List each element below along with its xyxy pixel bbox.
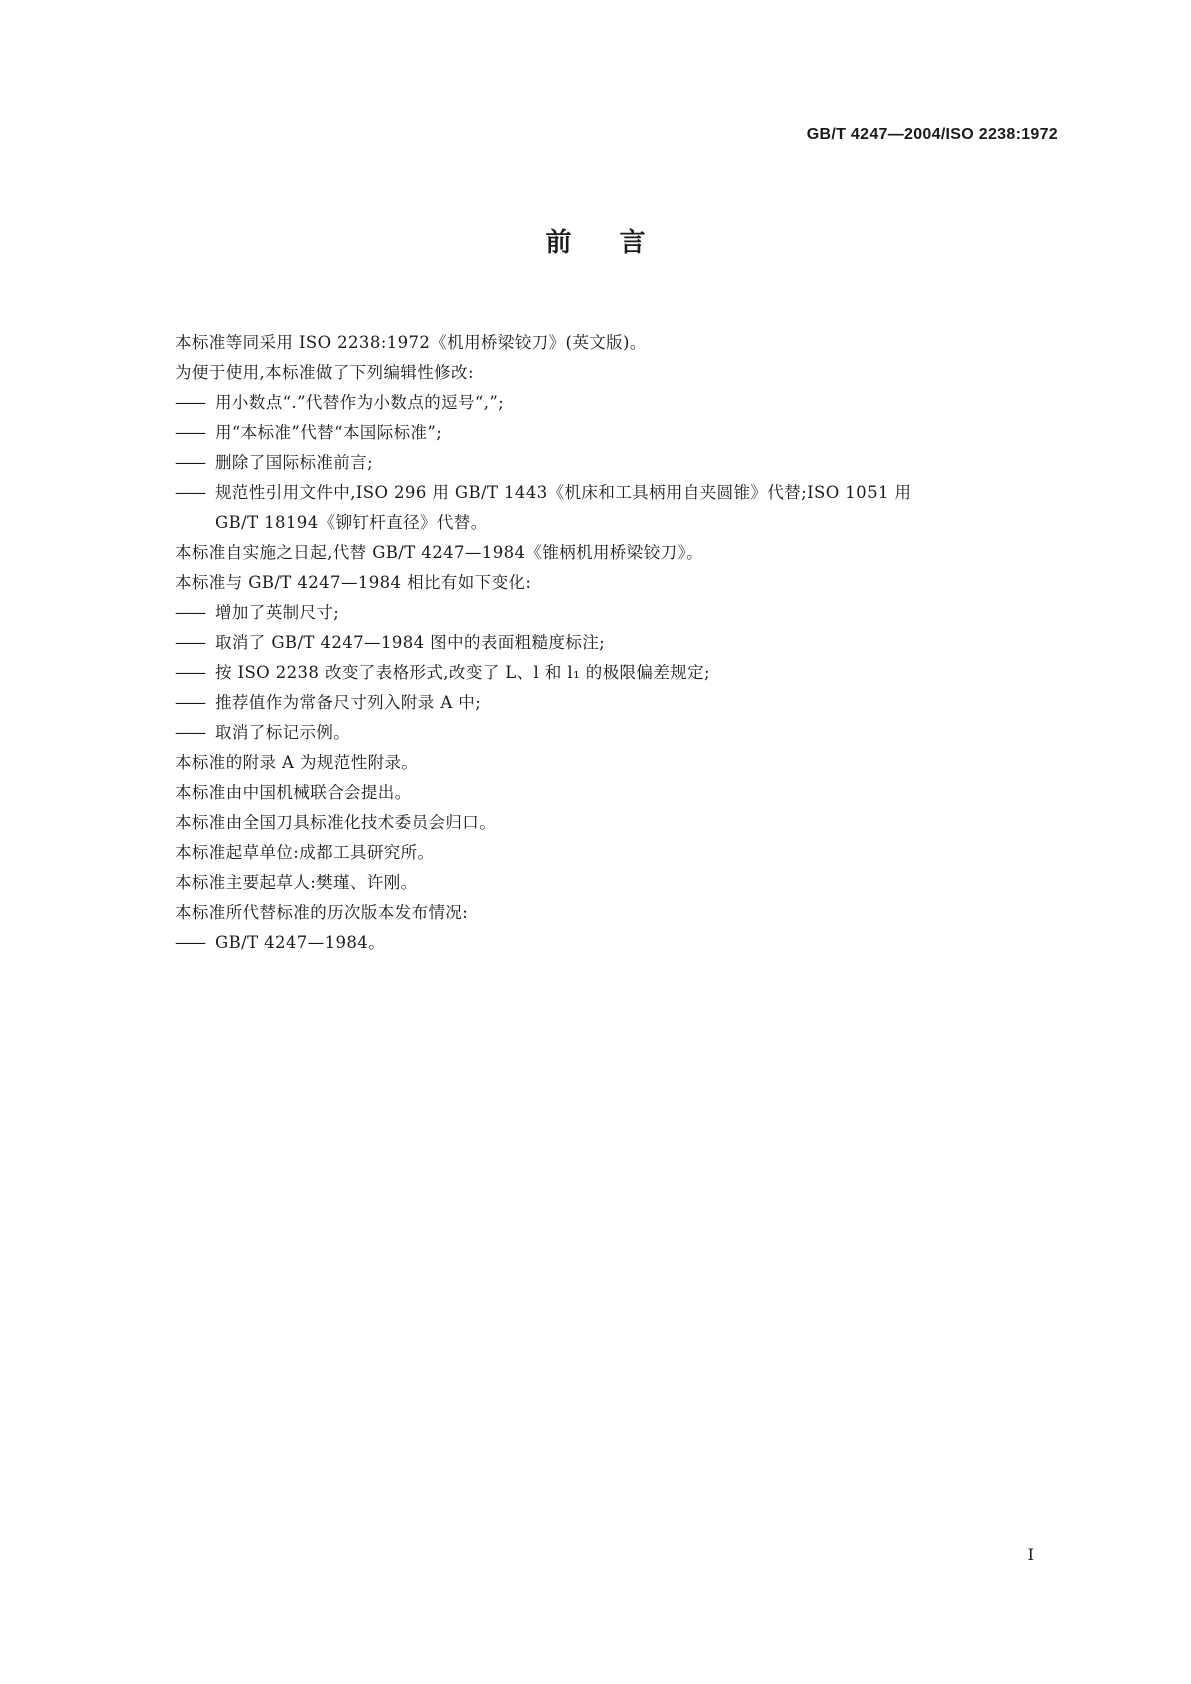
list-dash: —— xyxy=(175,393,204,412)
list-item xyxy=(175,688,1055,718)
list-item xyxy=(175,928,1055,958)
list-item-text: 删除了国际标准前言; xyxy=(215,453,374,472)
list-item xyxy=(175,418,1055,448)
list-item xyxy=(175,598,1055,628)
list-item-text: 取消了 GB/T 4247—1984 图中的表面粗糙度标注; xyxy=(215,633,606,652)
paragraph: 本标准的附录 A 为规范性附录。 xyxy=(175,753,419,772)
list-item xyxy=(175,388,1055,418)
list-item-text: 推荐值作为常备尺寸列入附录 A 中; xyxy=(215,693,482,712)
page-title: 前言 xyxy=(545,228,694,258)
list-item-text: 用小数点“.”代替作为小数点的逗号“,”; xyxy=(215,393,505,412)
list-item-text: 规范性引用文件中,ISO 296 用 GB/T 1443《机床和工具柄用自夹圆锥》代替;ISO 1051 用 xyxy=(215,483,912,502)
page-number: I xyxy=(1027,1545,1034,1564)
list-dash: —— xyxy=(175,633,204,652)
list-dash: —— xyxy=(175,453,204,472)
list-dash: —— xyxy=(175,423,204,442)
list-dash: —— xyxy=(175,723,204,742)
paragraph: 本标准由全国刀具标准化技术委员会归口。 xyxy=(175,813,497,832)
list-item-text: 取消了标记示例。 xyxy=(215,723,351,742)
list-item-text: 增加了英制尺寸; xyxy=(215,603,340,622)
paragraph: 本标准等同采用 ISO 2238:1972《机用桥梁铰刀》(英文版)。 xyxy=(175,333,647,352)
list-dash: —— xyxy=(175,483,204,502)
list-item-continuation: GB/T 18194《铆钉杆直径》代替。 xyxy=(215,513,488,532)
paragraph: 本标准起草单位:成都工具研究所。 xyxy=(175,843,435,862)
list-dash: —— xyxy=(175,933,204,952)
list-item xyxy=(175,448,1055,478)
paragraph: 本标准与 GB/T 4247—1984 相比有如下变化: xyxy=(175,573,532,592)
list-dash: —— xyxy=(175,603,204,622)
paragraph: 为便于使用,本标准做了下列编辑性修改: xyxy=(175,363,474,382)
paragraph: 本标准所代替标准的历次版本发布情况: xyxy=(175,903,469,922)
paragraph: 本标准自实施之日起,代替 GB/T 4247—1984《锥柄机用桥梁铰刀》。 xyxy=(175,543,704,562)
list-dash: —— xyxy=(175,693,204,712)
list-item-text: 按 ISO 2238 改变了表格形式,改变了 L、l 和 l₁ 的极限偏差规定; xyxy=(215,663,710,682)
list-item-text: GB/T 4247—1984。 xyxy=(215,933,386,952)
list-item xyxy=(175,628,1055,658)
list-item-text: 用“本标准”代替“本国际标准”; xyxy=(215,423,443,442)
foreword-body xyxy=(175,328,1055,958)
paragraph: 本标准主要起草人:樊瑾、许刚。 xyxy=(175,873,418,892)
standard-number: GB/T 4247—2004/ISO 2238:1972 xyxy=(806,126,1058,143)
list-dash: —— xyxy=(175,663,204,682)
paragraph: 本标准由中国机械联合会提出。 xyxy=(175,783,412,802)
list-item xyxy=(175,658,1055,688)
list-item xyxy=(175,478,1055,508)
list-item xyxy=(175,718,1055,748)
